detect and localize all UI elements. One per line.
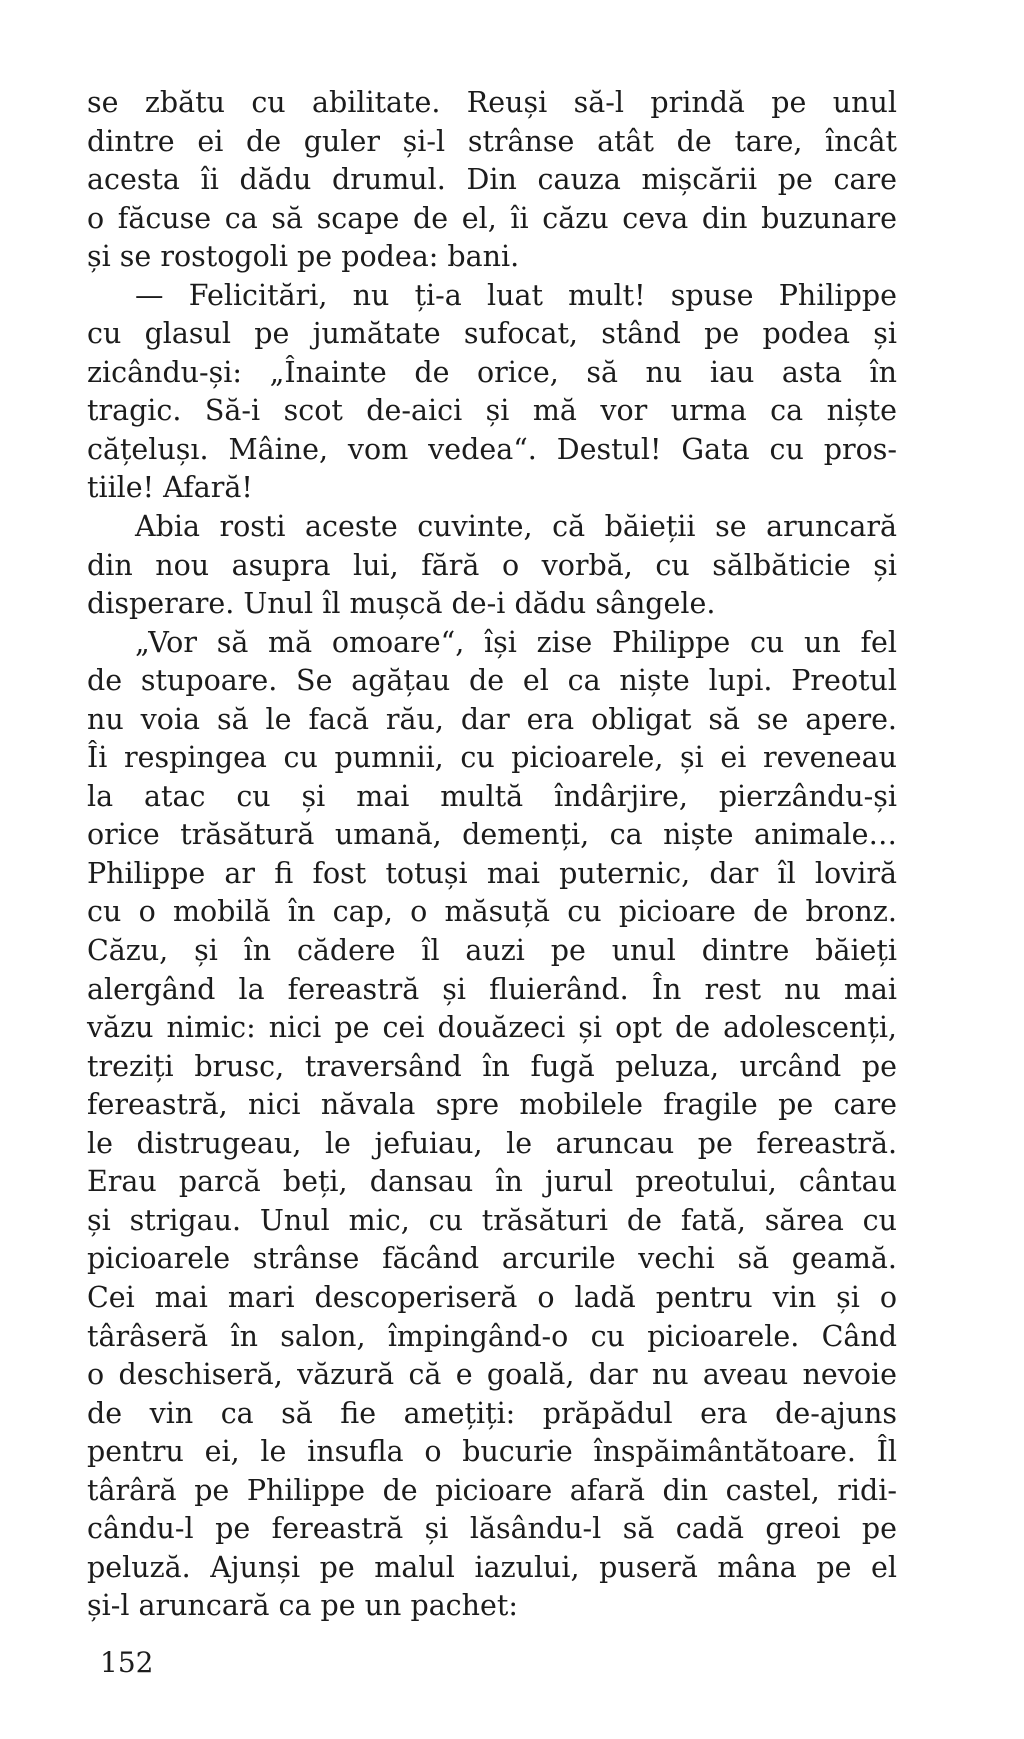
text-line: zicându-și: „Înainte de orice, să nu iau asta în [87, 355, 897, 389]
text-line: cu glasul pe jumătate sufocat, stând pe podea și [87, 317, 897, 351]
text-line: Îi respingea cu pumnii, cu picioarele, și ei reveneau [87, 741, 897, 775]
text-line: Abia rosti aceste cuvinte, că băieții se aruncară [135, 510, 897, 544]
text-line: „Vor să mă omoare“, își zise Philippe cu un fel [135, 625, 897, 659]
text-line: o deschiseră, văzură că e goală, dar nu aveau nevoie [87, 1358, 897, 1392]
text-line: cându-l pe fereastră și lăsându-l să cadă greoi pe [87, 1512, 897, 1546]
paragraph [87, 624, 897, 1626]
text-line: dintre ei de guler și-l strânse atât de tare, încât [87, 124, 897, 158]
book-page-text [87, 84, 897, 1626]
text-line: o făcuse ca să scape de el, îi căzu ceva din buzunare [87, 201, 897, 235]
text-line: alergând la fereastră și fluierând. În rest nu mai [87, 972, 897, 1006]
text-line: cu o mobilă în cap, o măsuță cu picioare de bronz. [87, 895, 897, 929]
text-line: le distrugeau, le jefuiau, le aruncau pe fereastră. [87, 1126, 897, 1160]
text-line: picioarele strânse făcând arcurile vechi să geamă. [87, 1242, 897, 1276]
text-line: Cei mai mari descoperiseră o ladă pentru vin și o [87, 1280, 897, 1314]
text-line: la atac cu și mai multă îndârjire, pierzându-și [87, 779, 897, 813]
text-line: tiile! Afară! [87, 471, 253, 505]
text-line: târâră pe Philippe de picioare afară din castel, ridi- [87, 1473, 897, 1507]
text-line: Căzu, și în cădere îl auzi pe unul dintre băieți [87, 934, 897, 968]
page-number: 152 [100, 1646, 154, 1679]
text-line: Erau parcă beți, dansau în jurul preotului, cântau [87, 1165, 897, 1199]
text-line: tragic. Să-i scot de-aici și mă vor urma ca niște [87, 394, 897, 428]
paragraph [87, 84, 897, 277]
text-line: de stupoare. Se agățau de el ca niște lupi. Preotul [87, 664, 897, 698]
text-line: orice trăsătură umană, demenți, ca niște animale… [87, 818, 897, 852]
text-line: și strigau. Unul mic, cu trăsături de fată, sărea cu [87, 1203, 897, 1237]
paragraph [87, 277, 897, 508]
text-line: nu voia să le facă rău, dar era obligat să se apere. [87, 702, 897, 736]
text-line: treziți brusc, traversând în fugă peluza, urcând pe [87, 1049, 897, 1083]
text-line: și se rostogoli pe podea: bani. [87, 240, 520, 274]
text-line: de vin ca să fie amețiți: prăpădul era de-ajuns [87, 1396, 897, 1430]
text-line: cățelușı. Mâine, vom vedea“. Destul! Gata cu pros- [87, 432, 897, 466]
text-line: se zbătu cu abilitate. Reuși să-l prindă pe unul [87, 86, 897, 119]
text-line: Philippe ar fi fost totuși mai puternic, dar îl loviră [87, 856, 897, 890]
text-line: peluză. Ajunși pe malul iazului, puseră mâna pe el [87, 1550, 897, 1584]
text-line: — Felicitări, nu ți-a luat mult! spuse Philippe [135, 278, 897, 312]
text-line: pentru ei, le insufla o bucurie înspăimântătoare. Îl [87, 1435, 897, 1469]
text-line: acesta îi dădu drumul. Din cauza mișcării pe care [87, 163, 897, 197]
text-line: și-l aruncară ca pe un pachet: [87, 1589, 518, 1623]
paragraph [87, 508, 897, 624]
text-line: din nou asupra lui, fără o vorbă, cu sălbăticie și [87, 548, 897, 582]
text-line: disperare. Unul îl mușcă de-i dădu sângele. [87, 587, 716, 621]
text-line: fereastră, nici năvala spre mobilele fragile pe care [87, 1088, 897, 1122]
text-line: târâseră în salon, împingând-o cu picioarele. Când [87, 1319, 897, 1353]
text-line: văzu nimic: nici pe cei douăzeci și opt de adolescenți, [87, 1011, 897, 1045]
